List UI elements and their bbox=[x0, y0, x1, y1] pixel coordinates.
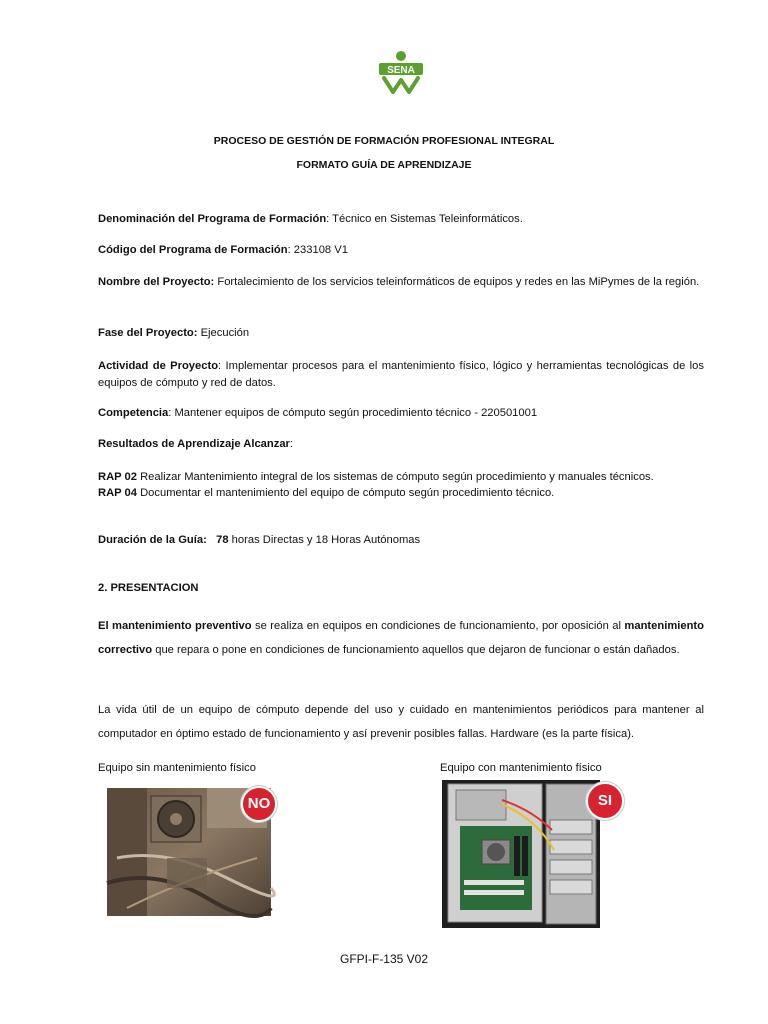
actividad-label: Actividad de Proyecto bbox=[98, 360, 219, 372]
dirty-computer-photo bbox=[107, 788, 271, 916]
programa-value: : Técnico en Sistemas Teleinformáticos. bbox=[326, 213, 523, 225]
rap04-label: RAP 04 bbox=[98, 487, 137, 499]
rap02-label: RAP 02 bbox=[98, 471, 137, 483]
codigo-label: Código del Programa de Formación bbox=[98, 244, 288, 256]
programa-row bbox=[98, 211, 704, 228]
rap02-value: Realizar Mantenimiento integral de los sistemas de cómputo según procedimiento y manuales técnicos. bbox=[136, 471, 654, 483]
document-title: PROCESO DE GESTIÓN DE FORMACIÓN PROFESIONAL INTEGRAL bbox=[213, 135, 555, 147]
duracion-value: horas Directas y 18 Horas Autónomas bbox=[228, 534, 421, 546]
rap04-value: Documentar el mantenimiento del equipo de cómputo según procedimiento técnico. bbox=[136, 487, 555, 499]
duracion-row bbox=[98, 532, 704, 549]
proyecto-row bbox=[98, 274, 704, 291]
presentacion-paragraph-1 bbox=[98, 614, 704, 662]
presentacion-heading-text: 2. PRESENTACION bbox=[98, 582, 199, 594]
codigo-row bbox=[98, 242, 704, 259]
logo-text: SENA bbox=[387, 65, 415, 76]
fase-label: Fase del Proyecto: bbox=[98, 327, 198, 339]
programa-label: Denominación del Programa de Formación bbox=[98, 213, 327, 225]
no-badge: NO bbox=[241, 786, 277, 822]
footer-code: GFPI-F-135 V02 bbox=[339, 952, 429, 966]
actividad-value: : Implementar procesos para el mantenimiento físico, lógico y herramientas tecnológicas de los equipos de cómputo y red de datos. bbox=[98, 360, 704, 389]
left-image-caption: Equipo sin mantenimiento físico bbox=[98, 762, 256, 774]
document-subtitle: FORMATO GUÍA DE APRENDIZAJE bbox=[296, 159, 472, 171]
right-image-caption: Equipo con mantenimiento físico bbox=[440, 762, 602, 774]
actividad-row bbox=[98, 358, 704, 392]
clean-computer-photo bbox=[442, 780, 613, 928]
preventivo-term: El mantenimiento preventivo bbox=[98, 620, 252, 632]
paragraph-1-text-a: se realiza en equipos en condiciones de funcionamiento, por oposición al bbox=[251, 620, 625, 632]
presentacion-heading bbox=[98, 580, 704, 597]
duracion-label: Duración de la Guía: bbox=[98, 534, 207, 546]
resultados-label: Resultados de Aprendizaje Alcanzar bbox=[98, 438, 290, 450]
rap02-row bbox=[98, 469, 704, 486]
sena-logo bbox=[376, 50, 426, 96]
si-badge: SI bbox=[586, 782, 624, 820]
fase-value: Ejecución bbox=[197, 327, 250, 339]
proyecto-value: Fortalecimiento de los servicios teleinformáticos de equipos y redes en las MiPymes de la región. bbox=[214, 276, 700, 288]
codigo-value: : 233108 V1 bbox=[287, 244, 348, 256]
competencia-row bbox=[98, 405, 704, 422]
fase-row bbox=[98, 325, 704, 342]
competencia-label: Competencia bbox=[98, 407, 169, 419]
rap04-row bbox=[98, 485, 704, 502]
duracion-hours: 78 bbox=[216, 534, 229, 546]
proyecto-label: Nombre del Proyecto: bbox=[98, 276, 215, 288]
correctivo-term: mantenimiento correctivo bbox=[98, 620, 704, 656]
competencia-value: : Mantener equipos de cómputo según procedimiento técnico - 220501001 bbox=[168, 407, 538, 419]
resultados-value: : bbox=[289, 438, 294, 450]
paragraph-1-text-b: que repara o pone en condiciones de funcionamiento aquellos que dejaron de funcionar o están dañados. bbox=[152, 644, 680, 656]
resultados-row bbox=[98, 436, 704, 453]
presentacion-paragraph-2: La vida útil de un equipo de cómputo depende del uso y cuidado en mantenimientos periódicos para mantener al computador en óptimo estado de funcionamiento y así prevenir posibles fallas. Hardware (es la parte física). bbox=[98, 704, 704, 740]
